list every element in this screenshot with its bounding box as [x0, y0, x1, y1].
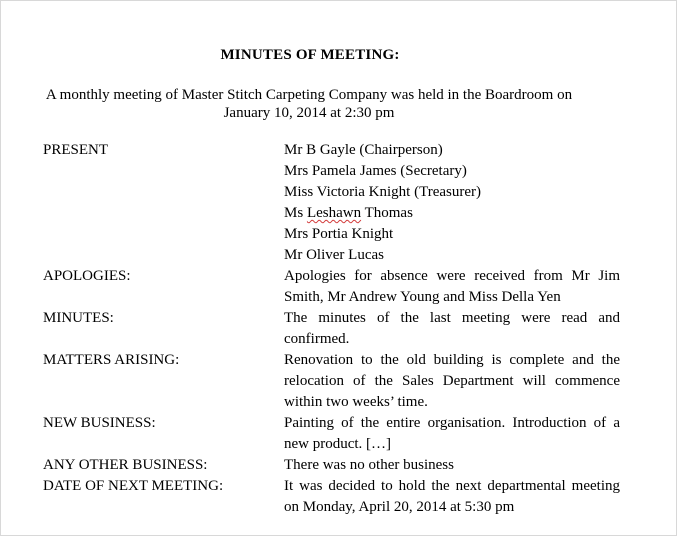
meeting-intro: [14, 86, 604, 122]
any-other-business-label: ANY OTHER BUSINESS:: [43, 457, 208, 473]
new-business-label: NEW BUSINESS:: [43, 415, 156, 431]
apologies-text: Apologies for absence were received from Mr Jim Smith, Mr Andrew Young and Miss Della Yen: [284, 268, 620, 305]
minutes-label: MINUTES:: [43, 310, 114, 326]
intro-line-2: January 10, 2014 at 2:30 pm: [223, 105, 395, 121]
next-meeting-row: [43, 476, 620, 518]
minutes-table: [43, 140, 620, 518]
apologies-row: [43, 266, 620, 308]
matters-arising-text: Renovation to the old building is complete and the relocation of the Sales Department will commence within two weeks’ time.: [284, 352, 620, 410]
new-business-text: Painting of the entire organisation. Introduction of a new product. […]: [284, 415, 620, 452]
new-business-row: [43, 413, 620, 455]
present-member: Mrs Pamela James (Secretary): [284, 163, 467, 179]
present-member: Mrs Portia Knight: [284, 226, 394, 242]
any-other-business-row: [43, 455, 620, 476]
minutes-row: [43, 308, 620, 350]
present-members: [284, 140, 620, 266]
apologies-label: APOLOGIES:: [43, 268, 131, 284]
present-member: [284, 203, 620, 224]
present-member: Mr B Gayle (Chairperson): [284, 142, 443, 158]
matters-arising-label: MATTERS ARISING:: [43, 352, 180, 368]
present-member: Miss Victoria Knight (Treasurer): [284, 184, 481, 200]
any-other-business-text: There was no other business: [284, 457, 454, 473]
present-member: Mr Oliver Lucas: [284, 247, 384, 263]
present-label: PRESENT: [43, 142, 109, 158]
next-meeting-label: DATE OF NEXT MEETING:: [43, 478, 224, 494]
page-title: MINUTES OF MEETING:: [220, 47, 400, 63]
intro-line-1: A monthly meeting of Master Stitch Carpeting Company was held in the Boardroom on: [45, 87, 573, 103]
minutes-text: The minutes of the last meeting were read and confirmed.: [284, 310, 620, 347]
spellcheck-flagged-word: Leshawn: [306, 205, 362, 221]
matters-arising-row: [43, 350, 620, 413]
member-surname: Thomas: [364, 205, 413, 221]
member-title: Ms: [284, 205, 304, 221]
next-meeting-text: It was decided to hold the next departmental meeting on Monday, April 20, 2014 at 5:30 pm: [284, 478, 620, 515]
present-row: [43, 140, 620, 266]
